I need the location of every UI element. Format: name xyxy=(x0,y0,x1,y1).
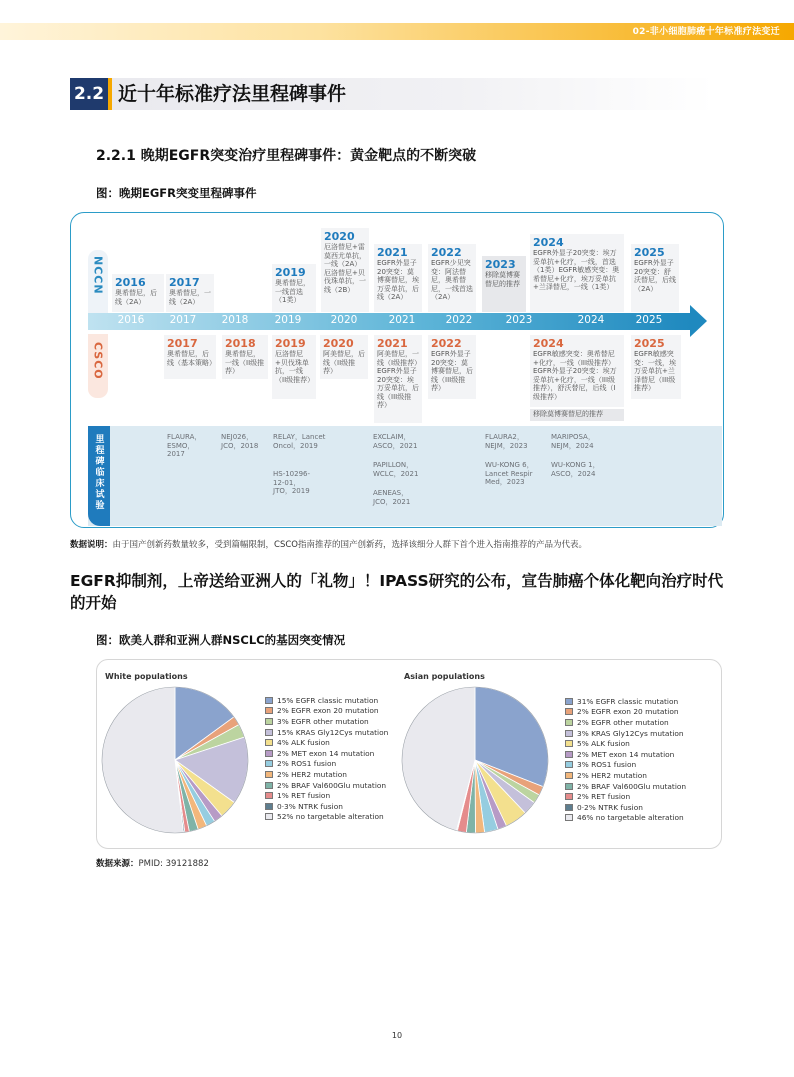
asian-pie xyxy=(402,687,548,833)
legend-swatch xyxy=(265,718,273,725)
event-year: 2023 xyxy=(485,258,516,271)
legend-item xyxy=(565,728,686,739)
legend-item xyxy=(265,706,388,717)
legend-label: 2% ROS1 fusion xyxy=(277,759,337,769)
legend-item xyxy=(265,716,388,727)
data-source xyxy=(96,857,209,869)
legend-swatch xyxy=(565,719,573,726)
trial-entry: AENEAS，JCO，2021 xyxy=(373,489,411,506)
legend-swatch xyxy=(565,708,573,715)
axis-year: 2024 xyxy=(577,314,605,326)
legend-label: 3% KRAS Gly12Cys mutation xyxy=(577,728,684,738)
legend-swatch xyxy=(265,813,273,820)
legend-label: 15% EGFR classic mutation xyxy=(277,695,379,705)
section-number: 2.2 xyxy=(70,78,108,110)
legend-swatch xyxy=(265,729,273,736)
white-pie-title: White populations xyxy=(105,672,188,681)
section-accent xyxy=(108,78,112,110)
asian-pie-title: Asian populations xyxy=(404,672,485,681)
legend-label: 0·2% NTRK fusion xyxy=(577,802,643,812)
event-desc: EGFR敏感突变：奥希替尼+化疗，一线（III级推荐）EGFR外显子20突变：埃万妥单抗+化疗，一线（III级推荐），舒沃替尼，后线（I级推荐） xyxy=(533,350,617,401)
legend-label: 2% BRAF Val600Glu mutation xyxy=(577,781,687,791)
legend-item xyxy=(565,791,686,802)
event-year: 2022 xyxy=(431,246,462,259)
data-source-text: PMID: 39121882 xyxy=(138,859,209,869)
legend-label: 46% no targetable alteration xyxy=(577,813,684,823)
legend-swatch xyxy=(265,792,273,799)
event-year: 2024 xyxy=(533,236,564,249)
event-year: 2022 xyxy=(431,337,462,350)
event-desc: EGFR外显子20突变：舒沃替尼，后线（2A） xyxy=(634,259,676,293)
legend-item xyxy=(265,759,388,770)
csco-event xyxy=(272,335,316,399)
legend-swatch xyxy=(565,814,573,821)
trial-label: 里程碑临床试验 xyxy=(93,434,104,511)
legend-swatch xyxy=(565,730,573,737)
event-year: 2020 xyxy=(323,337,354,350)
legend-label: 52% no targetable alteration xyxy=(277,812,384,822)
csco-event xyxy=(320,335,368,379)
highlight-title: EGFR抑制剂，上帝送给亚洲人的「礼物」！IPASS研究的公布，宣告肺癌个体化靶向治疗时代的开始 xyxy=(70,572,724,612)
legend-label: 3% ROS1 fusion xyxy=(577,760,637,770)
trial-tag xyxy=(88,426,110,526)
trial-entry: FLAURA，ESMO，2017 xyxy=(167,433,202,459)
event-desc: 厄洛替尼+雷莫西尤单抗，一线（2A）厄洛替尼+贝伐珠单抗，一线（2B） xyxy=(324,243,366,294)
event-year: 2024 xyxy=(533,337,564,350)
legend-item xyxy=(565,802,686,813)
csco-event xyxy=(222,335,268,379)
legend-item xyxy=(565,717,686,728)
legend-item xyxy=(565,707,686,718)
event-year: 2019 xyxy=(275,337,306,350)
event-desc: EGFR敏感突变：一线，埃万妥单抗+兰泽替尼（III级推荐） xyxy=(634,350,676,392)
legend-label: 2% RET fusion xyxy=(577,792,631,802)
nccn-event xyxy=(631,244,679,312)
event-desc: 移除莫博赛替尼的推荐 xyxy=(485,271,520,288)
legend-item xyxy=(565,760,686,771)
event-desc: 厄洛替尼+贝伐珠单抗，一线（II级推荐） xyxy=(275,350,315,384)
asian-legend xyxy=(565,696,686,823)
axis-year: 2018 xyxy=(221,314,249,326)
legend-item xyxy=(265,695,388,706)
csco-tag xyxy=(88,334,108,398)
csco-event xyxy=(428,335,476,399)
event-year: 2017 xyxy=(167,337,198,350)
legend-swatch xyxy=(565,698,573,705)
nccn-event xyxy=(530,234,624,312)
timeline-arrow xyxy=(690,305,707,337)
legend-item xyxy=(565,770,686,781)
legend-item xyxy=(565,738,686,749)
trial-entry: WU-KONG 6，Lancet Respir Med，2023 xyxy=(485,461,534,487)
section-title: 近十年标准疗法里程碑事件 xyxy=(118,83,347,105)
header-band xyxy=(0,23,794,40)
event-desc: EGFR外显子20突变：莫博赛替尼，后线（III级推荐） xyxy=(431,350,473,392)
event-desc: 奥希替尼，一线首选（1类） xyxy=(275,279,310,304)
nccn-event xyxy=(272,264,316,312)
event-year: 2020 xyxy=(324,230,355,243)
nccn-event xyxy=(428,244,476,312)
legend-label: 1% RET fusion xyxy=(277,791,331,801)
legend-swatch xyxy=(265,760,273,767)
legend-item xyxy=(565,696,686,707)
legend-swatch xyxy=(565,772,573,779)
axis-year: 2016 xyxy=(117,314,145,326)
csco-event xyxy=(374,335,422,423)
legend-item xyxy=(265,790,388,801)
event-year: 2019 xyxy=(275,266,306,279)
legend-swatch xyxy=(565,751,573,758)
header-chapter-title: 02-非小细胞肺癌十年标准疗法变迁 xyxy=(632,27,780,37)
event-desc: 奥希替尼，后线（2A） xyxy=(115,289,157,306)
data-note-text: 由于国产创新药数量较多，受到篇幅限制，CSCO指南推荐的国产创新药，选择该细分人群下首个进入指南推荐的产品为代表。 xyxy=(112,540,587,550)
legend-label: 2% HER2 mutation xyxy=(577,770,647,780)
data-note-label: 数据说明： xyxy=(70,540,113,550)
nccn-event xyxy=(321,228,369,312)
legend-item xyxy=(265,737,388,748)
legend-label: 0·3% NTRK fusion xyxy=(277,801,343,811)
nccn-event xyxy=(482,256,526,312)
csco-event-removal xyxy=(530,409,624,421)
legend-label: 2% EGFR other mutation xyxy=(577,717,669,727)
legend-label: 15% KRAS Gly12Cys mutation xyxy=(277,727,389,737)
legend-label: 2% MET exon 14 mutation xyxy=(577,749,675,759)
trial-entry: EXCLAIM，ASCO，2021 xyxy=(373,433,418,450)
legend-swatch xyxy=(565,783,573,790)
legend-swatch xyxy=(265,697,273,704)
axis-year: 2022 xyxy=(445,314,473,326)
white-legend xyxy=(265,695,388,822)
legend-item xyxy=(565,781,686,792)
trial-entry: RELAY，Lancet Oncol，2019 xyxy=(273,433,326,450)
legend-swatch xyxy=(565,793,573,800)
legend-label: 2% EGFR exon 20 mutation xyxy=(277,706,379,716)
event-year: 2021 xyxy=(377,246,408,259)
legend-label: 4% ALK fusion xyxy=(277,738,330,748)
axis-year: 2019 xyxy=(274,314,302,326)
event-year: 2018 xyxy=(225,337,256,350)
legend-swatch xyxy=(265,750,273,757)
nccn-tag xyxy=(88,250,108,313)
axis-year: 2020 xyxy=(330,314,358,326)
legend-item xyxy=(565,749,686,760)
legend-swatch xyxy=(565,804,573,811)
legend-swatch xyxy=(565,761,573,768)
legend-item xyxy=(265,769,388,780)
legend-label: 2% EGFR exon 20 mutation xyxy=(577,707,679,717)
event-desc: EGFR外显子20突变：埃万妥单抗+化疗，一线，首选（1类）EGFR敏感突变：奥希替尼+化疗，埃万妥单抗+兰泽替尼，一线（1类） xyxy=(533,249,620,291)
trial-entry: PAPILLON，WCLC，2021 xyxy=(373,461,419,478)
legend-label: 2% MET exon 14 mutation xyxy=(277,748,375,758)
event-year: 2025 xyxy=(634,246,665,259)
page-number: 10 xyxy=(391,1031,403,1040)
trial-entry: WU-KONG 1，ASCO，2024 xyxy=(551,461,600,478)
legend-swatch xyxy=(265,739,273,746)
nccn-event xyxy=(166,274,214,312)
event-desc: 阿美替尼，后线（II级推荐） xyxy=(323,350,365,375)
event-year: 2025 xyxy=(634,337,665,350)
csco-label: CSCO xyxy=(91,342,105,380)
axis-year: 2021 xyxy=(388,314,416,326)
trial-entry: NEJ026，JCO，2018 xyxy=(221,433,259,450)
legend-label: 31% EGFR classic mutation xyxy=(577,696,679,706)
trial-entry: MARIPOSA，NEJM，2024 xyxy=(551,433,595,450)
event-desc: 奥希替尼，一线（II级推荐） xyxy=(225,350,265,375)
data-note xyxy=(70,538,587,550)
legend-label: 3% EGFR other mutation xyxy=(277,716,369,726)
nccn-label: NCCN xyxy=(91,256,105,295)
nccn-event xyxy=(374,244,422,312)
axis-year: 2025 xyxy=(635,314,663,326)
csco-event xyxy=(631,335,681,399)
trial-entry: FLAURA2，NEJM，2023 xyxy=(485,433,528,450)
legend-swatch xyxy=(265,803,273,810)
figure2-title: 图：欧美人群和亚洲人群NSCLC的基因突变情况 xyxy=(96,633,346,647)
event-desc: 移除莫博赛替尼的推荐 xyxy=(533,410,603,418)
legend-item xyxy=(265,780,388,791)
legend-swatch xyxy=(565,740,573,747)
legend-item xyxy=(265,801,388,812)
event-year: 2021 xyxy=(377,337,408,350)
legend-label: 2% HER2 mutation xyxy=(277,769,347,779)
data-source-label: 数据来源： xyxy=(96,859,139,869)
event-desc: 阿美替尼，一线（I级推荐）EGFR外显子20突变：埃万妥单抗，后线（III级推荐） xyxy=(377,350,419,409)
event-desc: EGFR少见突变：阿法替尼，奥希替尼，一线首选（2A） xyxy=(431,259,473,301)
legend-item xyxy=(565,813,686,824)
legend-swatch xyxy=(265,771,273,778)
axis-year: 2023 xyxy=(505,314,533,326)
legend-item xyxy=(265,727,388,738)
event-desc: EGFR外显子20突变：莫博赛替尼，埃万妥单抗，后线（2A） xyxy=(377,259,419,301)
figure1-title: 图：晚期EGFR突变里程碑事件 xyxy=(96,186,257,200)
axis-year: 2017 xyxy=(169,314,197,326)
legend-label: 2% BRAF Val600Glu mutation xyxy=(277,780,387,790)
event-year: 2016 xyxy=(115,276,146,289)
legend-swatch xyxy=(265,782,273,789)
legend-item xyxy=(265,748,388,759)
legend-swatch xyxy=(265,707,273,714)
subsection-title: 2.2.1 晚期EGFR突变治疗里程碑事件：黄金靶点的不断突破 xyxy=(96,148,477,164)
csco-event xyxy=(164,335,216,379)
trial-entry: HS-10296-12-01，JTO，2019 xyxy=(273,470,311,496)
event-desc: 奥希替尼，一线（2A） xyxy=(169,289,211,306)
event-desc: 奥希替尼，后线（基本策略） xyxy=(167,350,216,367)
event-year: 2017 xyxy=(169,276,200,289)
csco-event xyxy=(530,335,624,407)
pie-slice-12 xyxy=(102,687,183,833)
nccn-event xyxy=(112,274,164,312)
legend-item xyxy=(265,812,388,823)
pie-panel xyxy=(96,659,722,849)
white-pie xyxy=(102,687,248,833)
legend-label: 5% ALK fusion xyxy=(577,739,630,749)
